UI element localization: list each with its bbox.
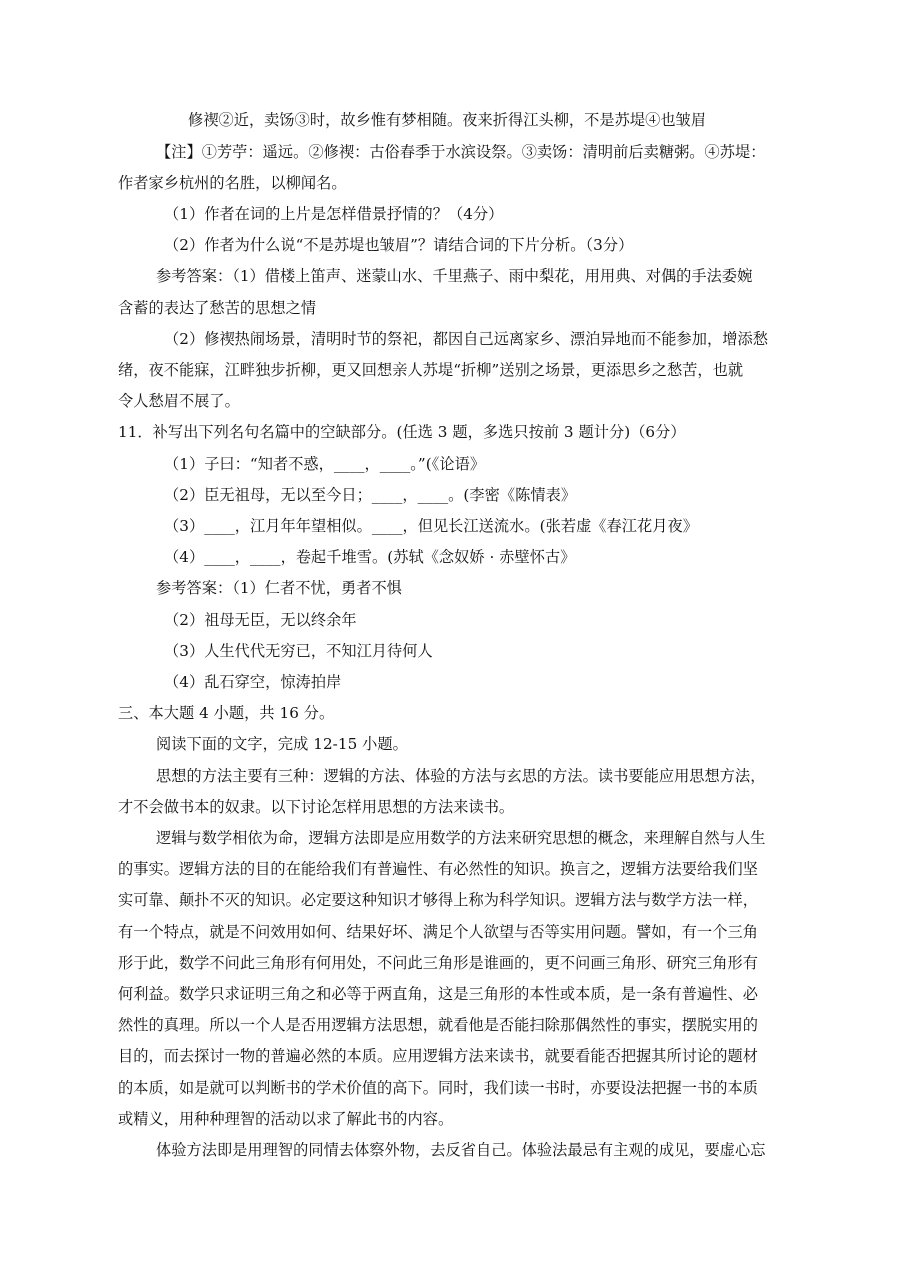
paragraph-2-cont: 的事实。逻辑方法的目的在能给我们有普遍性、有必然性的知识。换言之，逻辑方法要给我们坚 xyxy=(118,860,758,878)
paragraph-3: 体验方法即是用理智的同情去体察外物，去反省自己。体验法最忌有主观的成见，要虚心忘 xyxy=(156,1141,766,1159)
paragraph-1-cont: 才不会做书本的奴隶。以下讨论怎样用思想的方法来读书。 xyxy=(118,798,515,816)
answer-text: 含蓄的表达了愁苦的思想之情 xyxy=(118,299,317,317)
paragraph-2-cont: 然性的真理。所以一个人是否用逻辑方法思想，就看他是否能扫除那偶然性的事实，摆脱实用的 xyxy=(118,1016,758,1034)
section-3-heading: 三、本大题 4 小题，共 16 分。 xyxy=(118,704,335,722)
answer-11-2: （2）祖母无臣，无以终余年 xyxy=(164,611,357,629)
answer-heading: 参考答案：（1）借楼上笛声、迷蒙山水、千里燕子、雨中梨花，用用典、对偶的手法委婉 xyxy=(156,267,753,285)
answer-2-end: 令人愁眉不展了。 xyxy=(118,392,240,410)
answer-11-3: （3）人生代代无穷已，不知江月待何人 xyxy=(164,642,433,660)
fill-blank-4: （4）____，____，卷起千堆雪。(苏轼《念奴娇 · 赤壁怀古》 xyxy=(164,548,576,566)
paragraph-2-end: 或精义，用种种理智的活动以求了解此书的内容。 xyxy=(118,1110,454,1128)
question-1: （1）作者在词的上片是怎样借景抒情的？（4分） xyxy=(164,205,504,223)
answer-2-cont: 绪，夜不能寐，江畔独步折柳，更又回想亲人苏堤“折柳”送别之场景，更添思乡之愁苦，也就 xyxy=(118,361,744,379)
paragraph-2-cont: 有一个特点，就是不问效用如何、结果好坏、满足个人欲望与否等实用问题。譬如，有一个三角 xyxy=(118,923,758,941)
fill-blank-1: （1）子曰：“知者不惑，____，____。”(《论语》 xyxy=(164,455,486,473)
reading-instruction: 阅读下面的文字，完成 12-15 小题。 xyxy=(156,735,408,753)
paragraph-2-cont: 的本质，如是就可以判断书的学术价值的高下。同时，我们读一书时，亦要设法把握一书的本质 xyxy=(118,1079,758,1097)
answer-2: （2）修禊热闹场景，清明时节的祭祀，都因自己远离家乡、漂泊异地而不能参加，增添愁 xyxy=(164,330,768,348)
paragraph-1: 思想的方法主要有三种：逻辑的方法、体验的方法与玄思的方法。读书要能应用思想方法， xyxy=(156,767,766,785)
answer-11-4: （4）乱石穿空，惊涛拍岸 xyxy=(164,673,342,691)
paragraph-2: 逻辑与数学相依为命，逻辑方法即是应用数学的方法来研究思想的概念，来理解自然与人生 xyxy=(156,829,766,847)
annotation-note-cont: 作者家乡杭州的名胜，以柳闻名。 xyxy=(118,174,347,192)
paragraph-2-cont: 形于此，数学不问此三角形有何用处，不问此三角形是谁画的，更不问画三角形、研究三角形有 xyxy=(118,954,758,972)
poem-line: 修禊②近，卖饧③时，故乡惟有梦相随。夜来折得江头柳，不是苏堤④也皱眉 xyxy=(188,111,707,129)
fill-blank-2: （2）臣无祖母，无以至今日；____，____。(李密《陈情表》 xyxy=(164,486,577,504)
question-2: （2）作者为什么说“不是苏堤也皱眉”？请结合词的下片分析。（3分） xyxy=(164,236,634,254)
fill-blank-3: （3）____，江月年年望相似。____，但见长江送流水。(张若虚《春江花月夜》 xyxy=(164,517,698,535)
answer-11-1: 参考答案：（1）仁者不忧，勇者不惧 xyxy=(156,579,402,597)
annotation-note: 【注】①芳苧：遥远。②修禊：古俗春季于水滨设祭。③卖饧：清明前后卖糖粥。④苏堤： xyxy=(156,143,766,161)
paragraph-2-cont: 何利益。数学只求证明三角之和必等于两直角，这是三角形的本性或本质，是一条有普遍性、必 xyxy=(118,985,758,1003)
paragraph-2-cont: 实可靠、颠扑不灭的知识。必定要这种知识才够得上称为科学知识。逻辑方法与数学方法一样， xyxy=(118,891,758,909)
paragraph-2-cont: 目的，而去探讨一物的普遍必然的本质。应用逻辑方法来读书，就要看能否把握其所讨论的题材 xyxy=(118,1047,758,1065)
question-11: 11．补写出下列名句名篇中的空缺部分。(任选 3 题，多选只按前 3 题计分)（6分） xyxy=(118,423,686,441)
